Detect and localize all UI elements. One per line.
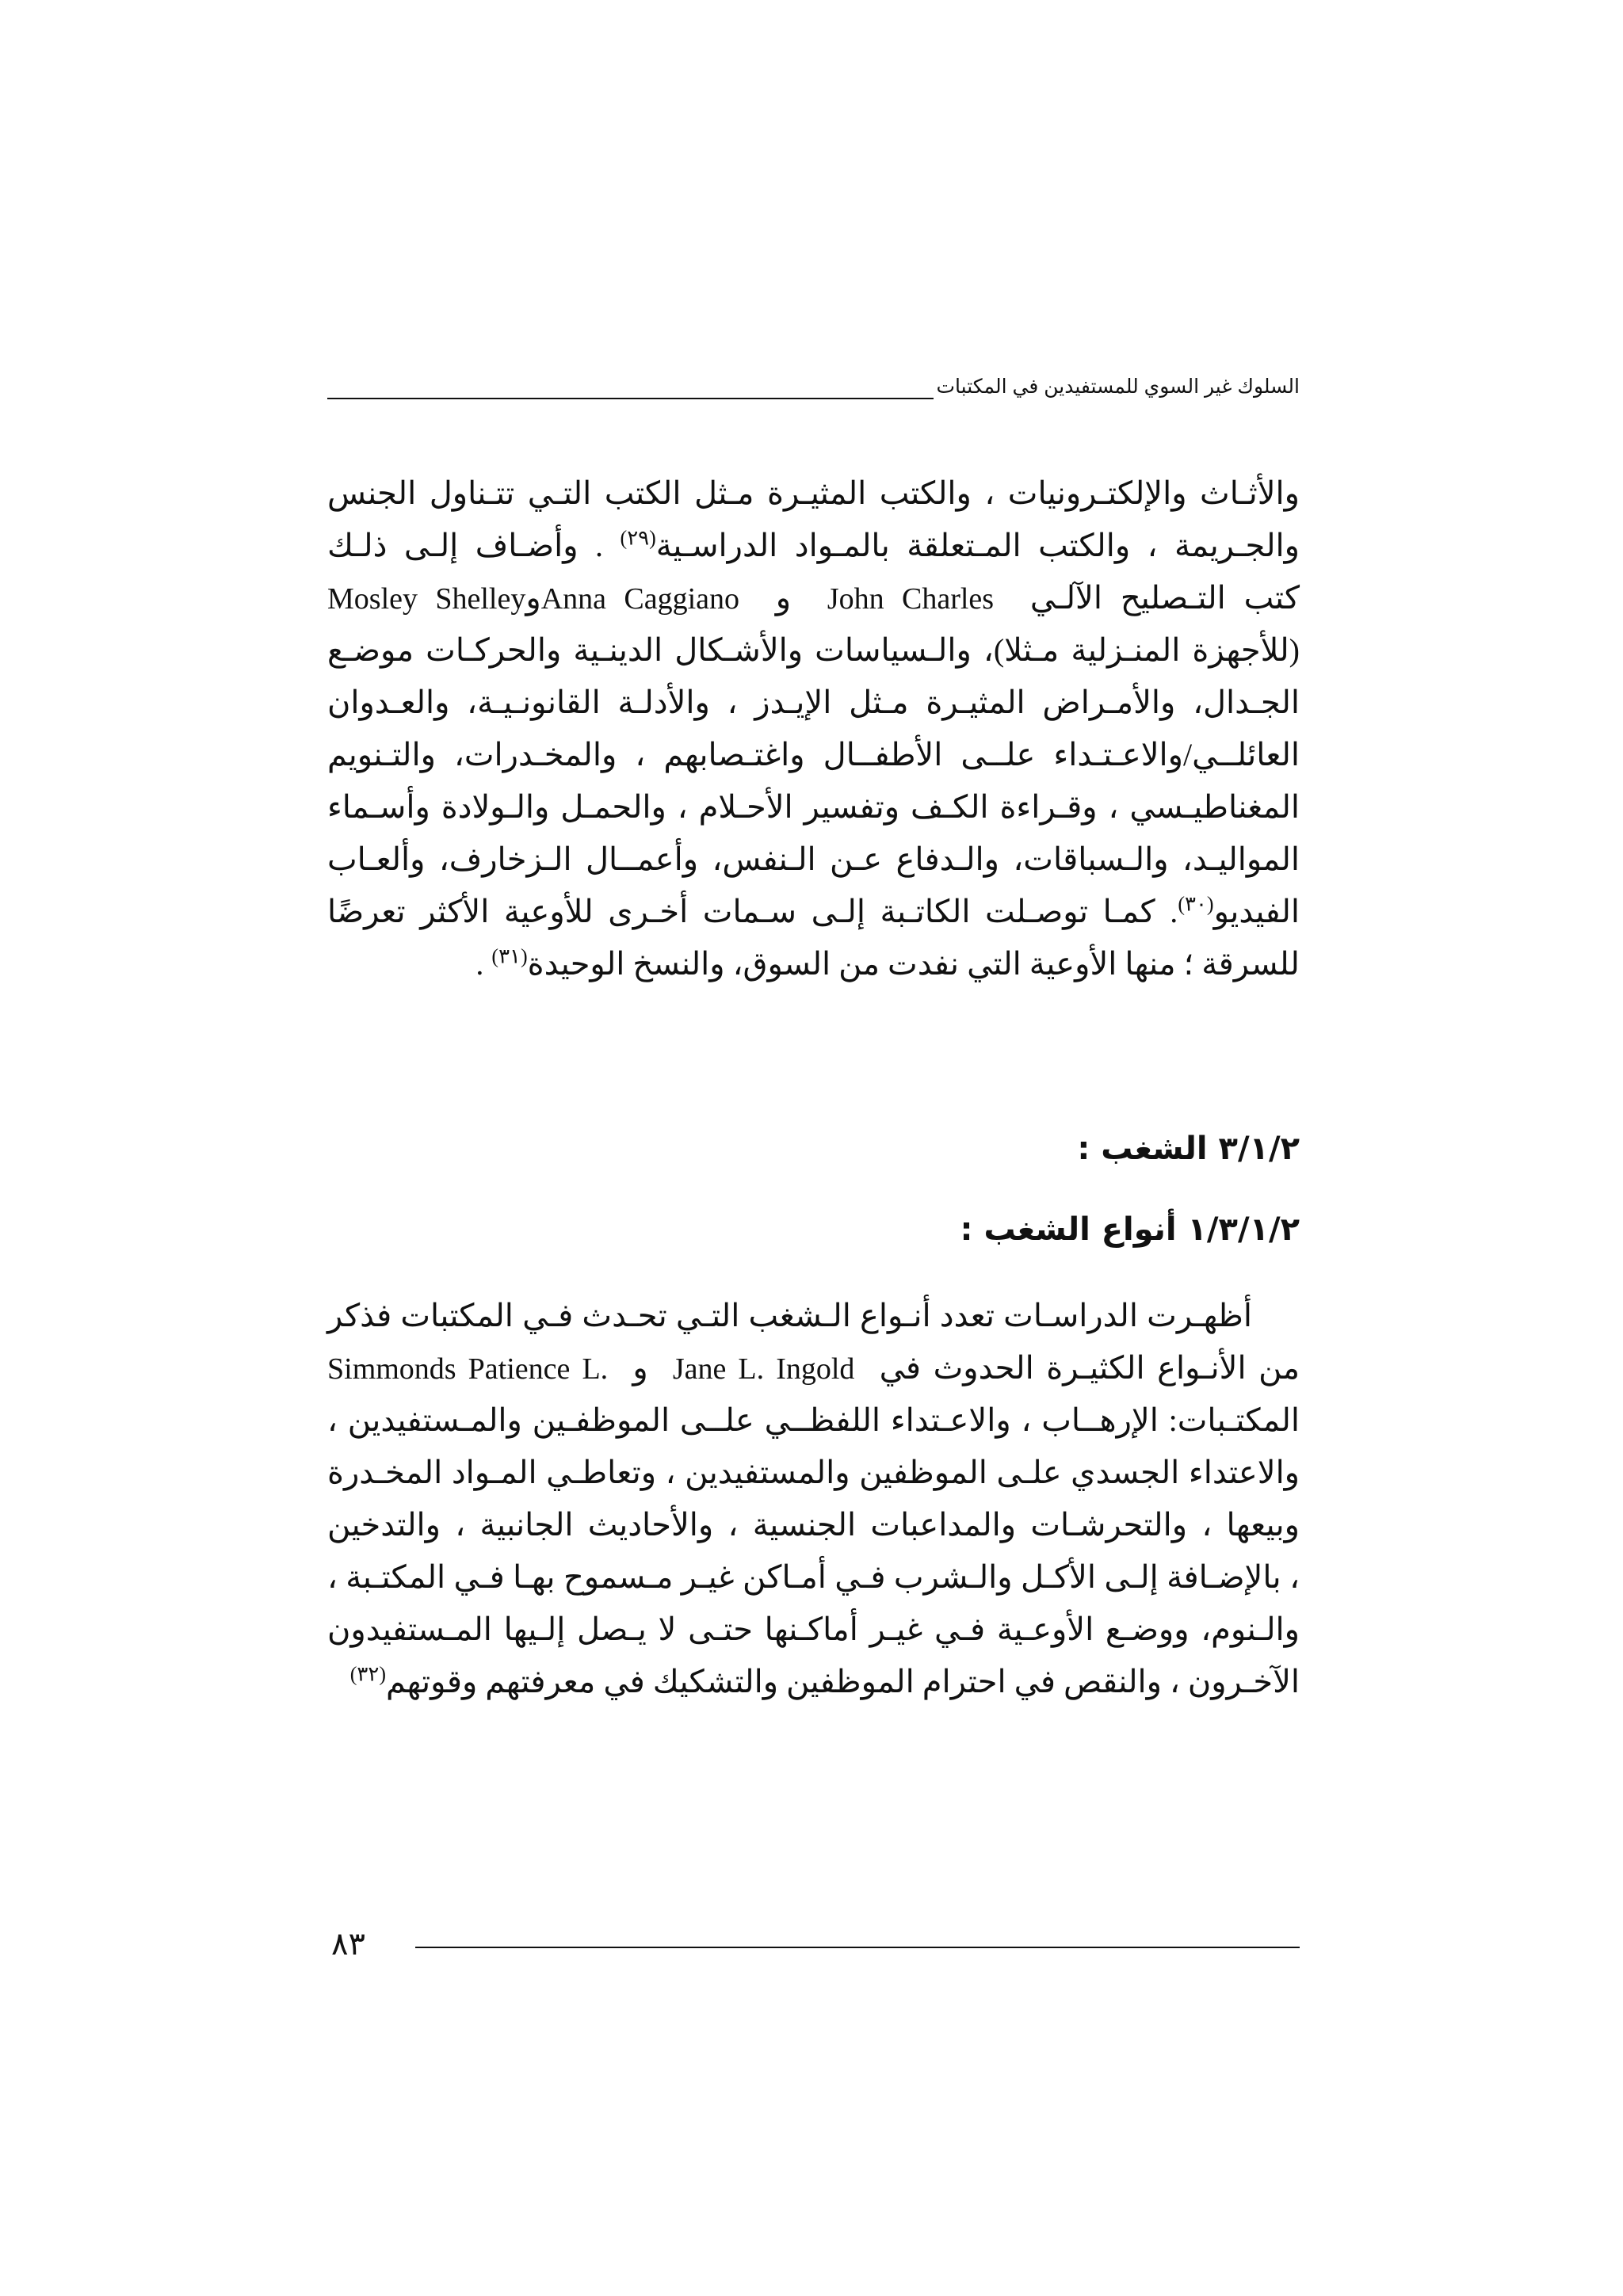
footnote-ref-31: (٣١) [491, 944, 528, 968]
text-span: المغناطيـسي ، وقـراءة الكـف وتفسير الأحـلام ، والحمـل والـولادة وأسـماء [327, 789, 1300, 825]
text-line [327, 1447, 1300, 1499]
author-name: Mosley Shelley [327, 582, 526, 616]
footnote-ref-30: (٣٠) [1178, 892, 1214, 916]
conjunction: و [525, 580, 541, 616]
text-line [327, 729, 1300, 781]
author-name: Anna Caggiano [540, 582, 739, 616]
text-line [327, 1551, 1300, 1604]
text-line [327, 1342, 1300, 1394]
text-span: . [475, 946, 492, 982]
text-span: والاعتداء الجسدي علـى الموظفين والمستفيدين ، وتعاطـي المـواد المخـدرة [327, 1455, 1300, 1490]
conjunction: و [775, 580, 792, 616]
text-span: وبيعها ، والتحرشـات والمداعبات الجنسية ، والأحاديث الجانبية ، والتدخين [327, 1507, 1300, 1543]
conjunction: و [632, 1350, 648, 1386]
text-span: للسرقة ؛ منها الأوعية التي نفدت من السوق، والنسخ الوحيدة [527, 946, 1300, 982]
footer-rule [415, 1947, 1300, 1948]
running-header [327, 374, 1300, 406]
author-name: John Charles [827, 582, 995, 616]
text-span: المواليـد، والـسباقات، والـدفاع عـن الـنفس، وأعمــال الـزخارف، وألعـاب [327, 841, 1300, 877]
text-line [327, 1604, 1300, 1656]
text-span: والجـريمة ، والكتب المـتعلقة بالمـواد الدراسـية [655, 528, 1300, 563]
paragraph-1 [327, 467, 1300, 990]
text-line [327, 781, 1300, 833]
subsection-heading: ١/٣/١/٢ أنواع الشغب : [960, 1211, 1300, 1248]
author-name: Simmonds Patience L. [327, 1352, 609, 1386]
text-line [327, 833, 1300, 886]
text-span: العائلــي/والاعـتـداء علــى الأطفــال واغتـصابهم ، والمخـدرات، والتـنويم [327, 737, 1300, 772]
text-span: ، بالإضـافة إلـى الأكـل والـشرب فـي أمـاكن غيـر مـسموح بهـا فـي المكتـبة ، [327, 1559, 1300, 1595]
text-line [327, 886, 1300, 938]
footnote-ref-32: (٣٢) [349, 1662, 386, 1686]
section-heading: ٣/١/٢ الشغب : [1077, 1131, 1300, 1167]
text-line [327, 1499, 1300, 1551]
author-name: Jane L. Ingold [672, 1352, 855, 1386]
text-line [327, 938, 1300, 990]
footnote-ref-29: (٢٩) [620, 526, 656, 550]
text-span: (للأجهزة المنـزلية مـثلا)، والـسياسات والأشـكال الدينـية والحركـات موضـع [327, 632, 1300, 668]
text-span: من الأنـواع الكثيـرة الحدوث في [879, 1350, 1300, 1386]
text-line [327, 520, 1300, 572]
text-line [327, 677, 1300, 729]
text-span: . كمـا توصـلت الكاتـبة إلـى سـمات أخـرى للأوعية الأكثر تعرضًا [327, 894, 1178, 929]
text-span: والـنوم، ووضـع الأوعـية فـي غيـر أماكـنها حتـى لا يـصل إلـيها المـستفيدون [327, 1611, 1300, 1647]
text-span: . وأضـاف إلـى ذلـك [327, 528, 621, 563]
text-line [327, 467, 1300, 520]
text-span: الجـدال، والأمـراض المثيـرة مـثل الإيـدز ، والأدلـة القانونـيـة، والعـدوان [327, 685, 1300, 720]
text-span: والأثـاث والإلكتـرونيات ، والكتب المثيـرة مـثل الكتب التـي تتـناول الجنس [327, 475, 1300, 511]
paragraph-2 [327, 1290, 1300, 1708]
running-header-title: السلوك غير السوي للمستفيدين في المكتبات [934, 374, 1300, 399]
text-span: أظهـرت الدراسـات تعدد أنـواع الـشغب التـي تحـدث فـي المكتبات فذكر [327, 1298, 1252, 1333]
text-line [327, 1394, 1300, 1447]
text-span: الآخـرون ، والنقص في احترام الموظفين والتشكيك في معرفتهم وقوتهم [385, 1664, 1300, 1699]
text-line [327, 572, 1300, 624]
text-line [327, 624, 1300, 677]
text-span: المكتـبات: الإرهــاب ، والاعـتداء اللفظــي علــى الموظفـين والمـستفيدين ، [327, 1402, 1300, 1438]
text-line [327, 1290, 1300, 1342]
text-line [327, 1656, 1300, 1708]
text-span: الفيديو [1213, 894, 1300, 929]
page-number: ٨٣ [331, 1926, 365, 1962]
text-span: كتب التـصليح الآلـي [1029, 580, 1300, 616]
